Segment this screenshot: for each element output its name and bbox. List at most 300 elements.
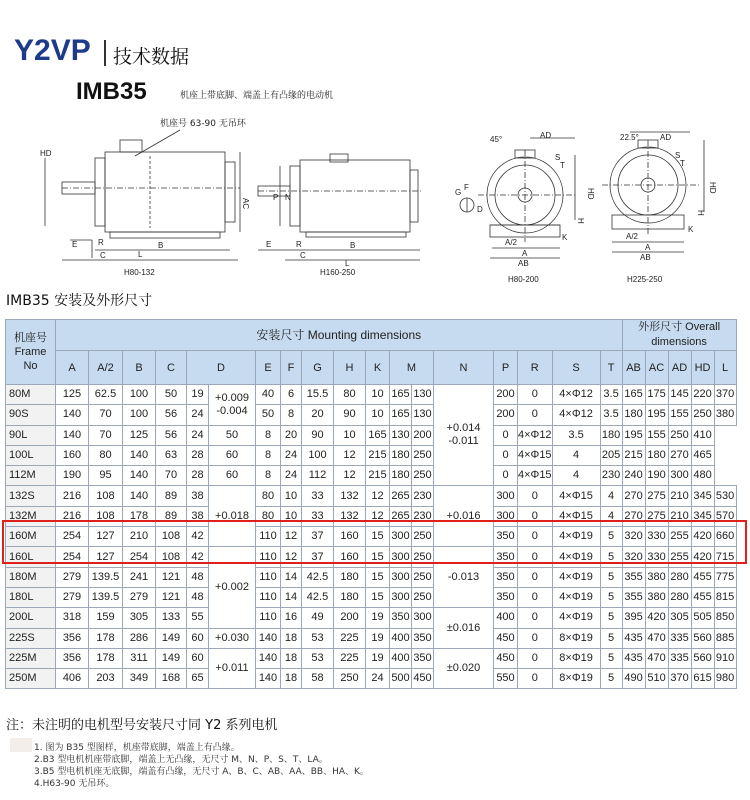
- cell-k: 19: [366, 608, 390, 628]
- cell-e: 40: [256, 385, 281, 405]
- cell-l: 980: [714, 669, 736, 689]
- caption-h225-250: H225-250: [627, 275, 663, 284]
- cell-p: 250: [412, 445, 434, 465]
- cell-ab: 230: [600, 466, 622, 486]
- page-header: [0, 0, 750, 80]
- cell-g: 20: [302, 405, 334, 425]
- cell-l: 775: [714, 567, 736, 587]
- cell-e: 140: [256, 628, 281, 648]
- cell-ab: 270: [622, 506, 645, 526]
- cell-a: 140: [56, 425, 89, 445]
- cell-d: 55: [187, 608, 209, 628]
- cell-p: 350: [494, 527, 518, 547]
- table-row: [6, 669, 737, 689]
- cell-m: 400: [390, 648, 412, 668]
- cell-a2: 108: [89, 486, 123, 506]
- col-T: T: [600, 351, 622, 385]
- table-row: [6, 486, 737, 506]
- cell-f: 18: [281, 648, 302, 668]
- frame-cell: 132M: [6, 506, 56, 526]
- cell-a2: 139.5: [89, 587, 123, 607]
- label-F-3: F: [464, 183, 469, 192]
- col-AD: AD: [668, 351, 691, 385]
- cell-c: 133: [156, 608, 187, 628]
- cell-f: 8: [256, 445, 281, 465]
- drawing-note: 机座号 63-90 无吊环: [160, 119, 246, 129]
- cell-c: 149: [156, 648, 187, 668]
- col-HD: HD: [691, 351, 714, 385]
- cell-d: 28: [187, 466, 209, 486]
- table-header-row: [6, 320, 737, 351]
- n-tolerance-cell: ±0.016: [434, 608, 494, 649]
- d-tolerance-cell: +0.002: [209, 547, 256, 628]
- cell-m: 165: [390, 385, 412, 405]
- cell-h: 250: [334, 669, 366, 689]
- col-S: S: [552, 351, 600, 385]
- cell-s: 4×Φ15: [552, 486, 600, 506]
- cell-m: 300: [390, 547, 412, 567]
- d-tolerance-cell: +0.030: [209, 628, 256, 648]
- cell-n: 450: [412, 669, 434, 689]
- label-A2-4: A/2: [626, 232, 639, 241]
- cell-c: 121: [156, 587, 187, 607]
- cell-ad: 210: [668, 506, 691, 526]
- cell-ad: 210: [668, 486, 691, 506]
- cell-h: 160: [334, 547, 366, 567]
- section-title: [6, 290, 152, 310]
- label-E-1: E: [72, 240, 78, 249]
- cell-g: 53: [302, 628, 334, 648]
- cell-r: 0: [494, 445, 518, 465]
- cell-p: 450: [494, 628, 518, 648]
- frame-cell: 180L: [6, 587, 56, 607]
- cell-hd: 345: [691, 506, 714, 526]
- cell-a2: 203: [89, 669, 123, 689]
- col-H: H: [334, 351, 366, 385]
- cell-k: 15: [366, 547, 390, 567]
- cell-a2: 95: [89, 466, 123, 486]
- cell-e: 110: [256, 547, 281, 567]
- cell-ad: 145: [668, 385, 691, 405]
- label-N-2: N: [285, 193, 291, 202]
- cell-m: 350: [390, 608, 412, 628]
- cell-p: 200: [494, 385, 518, 405]
- cell-n: 250: [412, 587, 434, 607]
- cell-n: 300: [412, 608, 434, 628]
- cell-n: 350: [412, 648, 434, 668]
- cell-hd: 250: [668, 425, 691, 445]
- cell-ac: 470: [645, 648, 668, 668]
- col-P: P: [494, 351, 518, 385]
- cell-a2: 80: [89, 445, 123, 465]
- cell-a2: 127: [89, 527, 123, 547]
- cell-s: 4×Φ19: [552, 527, 600, 547]
- cell-c: 63: [156, 445, 187, 465]
- footnote-marker: [10, 738, 32, 752]
- frame-header-en: Frame: [14, 346, 47, 358]
- cell-n: 230: [412, 486, 434, 506]
- cell-g: 49: [302, 608, 334, 628]
- label-D-3: D: [477, 205, 483, 214]
- cell-a2: 139.5: [89, 567, 123, 587]
- frame-header-cell: [6, 320, 56, 385]
- cell-h: 90: [302, 425, 334, 445]
- cell-ac: 195: [622, 425, 645, 445]
- cell-b: 349: [123, 669, 156, 689]
- footnote-item: 1. 图为 B35 型图样，机座带底脚，端盖上有凸缘。: [34, 743, 240, 753]
- cell-b: 100: [123, 405, 156, 425]
- label-AD-4: AD: [660, 133, 672, 142]
- cell-g: 24: [281, 466, 302, 486]
- cell-s: 4×Φ15: [518, 445, 553, 465]
- cell-r: 0: [518, 405, 553, 425]
- cell-e: 110: [256, 587, 281, 607]
- cell-c: 168: [156, 669, 187, 689]
- cell-ad: 255: [668, 547, 691, 567]
- table-row: [6, 445, 737, 465]
- cell-h: 225: [334, 628, 366, 648]
- label-P-2: P: [273, 193, 279, 202]
- n-tolerance-cell: -0.013: [434, 547, 494, 608]
- cell-e: 50: [209, 425, 256, 445]
- cell-ac: 240: [622, 466, 645, 486]
- cell-ad: 335: [668, 648, 691, 668]
- cell-l: 370: [714, 385, 736, 405]
- label-C-2: C: [300, 251, 306, 260]
- cell-b: 279: [123, 587, 156, 607]
- cell-k: 10: [366, 405, 390, 425]
- label-S-3: S: [555, 153, 561, 162]
- cell-l: 815: [714, 587, 736, 607]
- col-A: A: [56, 351, 89, 385]
- label-S-4: S: [675, 151, 681, 160]
- label-B-1: B: [158, 241, 164, 250]
- cell-ab: 320: [622, 547, 645, 567]
- cell-ac: 175: [645, 385, 668, 405]
- cell-m: 215: [366, 445, 390, 465]
- cell-r: 0: [518, 587, 553, 607]
- cell-h: 90: [334, 405, 366, 425]
- label-H-3: H: [576, 218, 585, 224]
- cell-r: 0: [518, 385, 553, 405]
- frame-cell: 200L: [6, 608, 56, 628]
- cell-a: 160: [56, 445, 89, 465]
- cell-f: 12: [281, 527, 302, 547]
- col-M: M: [390, 351, 434, 385]
- cell-a: 254: [56, 527, 89, 547]
- cell-g: 42.5: [302, 587, 334, 607]
- cell-a: 279: [56, 567, 89, 587]
- cell-p: 300: [494, 486, 518, 506]
- cell-b: 254: [123, 547, 156, 567]
- cell-ab: 270: [622, 486, 645, 506]
- cell-t: 5: [600, 567, 622, 587]
- frame-cell: 160M: [6, 527, 56, 547]
- frame-cell: 132S: [6, 486, 56, 506]
- cell-e: 80: [256, 486, 281, 506]
- cell-a: 125: [56, 385, 89, 405]
- cell-r: 0: [518, 547, 553, 567]
- table-row: [6, 466, 737, 486]
- cell-a: 216: [56, 486, 89, 506]
- label-L-2: L: [345, 259, 350, 268]
- cell-ac: 380: [645, 567, 668, 587]
- col-C: C: [156, 351, 187, 385]
- frame-cell: 225M: [6, 648, 56, 668]
- cell-ab: 395: [622, 608, 645, 628]
- caption-h160-250: H160-250: [320, 268, 356, 277]
- cell-ad: 255: [668, 527, 691, 547]
- label-AB-4: AB: [640, 253, 651, 262]
- label-AB-3: AB: [518, 259, 529, 268]
- cell-ac: 215: [622, 445, 645, 465]
- cell-p: 200: [494, 405, 518, 425]
- label-T-3: T: [560, 161, 565, 170]
- table-row: [6, 506, 737, 526]
- col-F: F: [281, 351, 302, 385]
- cell-l: 465: [691, 445, 714, 465]
- cell-d: 48: [187, 587, 209, 607]
- cell-n: 130: [390, 425, 412, 445]
- cell-n: 350: [412, 628, 434, 648]
- cell-a2: 62.5: [89, 385, 123, 405]
- frame-cell: 250M: [6, 669, 56, 689]
- cell-t: 5: [600, 608, 622, 628]
- cell-d: 48: [187, 567, 209, 587]
- cell-e: 110: [256, 527, 281, 547]
- col-K: K: [366, 351, 390, 385]
- cell-h: 132: [334, 486, 366, 506]
- cell-t: 5: [600, 648, 622, 668]
- cell-r: 0: [494, 466, 518, 486]
- cell-k: 19: [366, 648, 390, 668]
- cell-f: 10: [281, 486, 302, 506]
- cell-n: 180: [390, 466, 412, 486]
- cell-t: 5: [600, 527, 622, 547]
- n-tolerance-cell: ±0.020: [434, 648, 494, 689]
- cell-n: 230: [412, 506, 434, 526]
- footnote-item: 4.H63-90 无吊环。: [34, 779, 115, 789]
- cell-g: 37: [302, 527, 334, 547]
- label-H-4: H: [696, 210, 705, 216]
- table-column-row: [6, 351, 737, 385]
- cell-p: 450: [494, 648, 518, 668]
- cell-c: 89: [156, 506, 187, 526]
- cell-t: 4: [600, 506, 622, 526]
- label-R-1: R: [98, 238, 104, 247]
- table-row: [6, 385, 737, 405]
- cell-ac: 330: [645, 547, 668, 567]
- cell-l: 530: [714, 486, 736, 506]
- cell-m: 165: [390, 405, 412, 425]
- cell-n: 250: [412, 547, 434, 567]
- cell-ac: 510: [645, 669, 668, 689]
- cell-r: 0: [518, 648, 553, 668]
- cell-b: 210: [123, 527, 156, 547]
- cell-a: 190: [56, 466, 89, 486]
- cell-n: 250: [412, 527, 434, 547]
- cell-d: 42: [187, 527, 209, 547]
- n-tolerance-cell: +0.014 -0.011: [434, 385, 494, 486]
- cell-f: 18: [281, 628, 302, 648]
- cell-hd: 560: [691, 628, 714, 648]
- cell-g: 33: [302, 506, 334, 526]
- cell-hd: 505: [691, 608, 714, 628]
- col-N: N: [434, 351, 494, 385]
- logo-divider: [104, 40, 106, 66]
- cell-a2: 178: [89, 648, 123, 668]
- cell-s: 4×Φ19: [552, 547, 600, 567]
- cell-c: 108: [156, 527, 187, 547]
- cell-hd: 615: [691, 669, 714, 689]
- col-AC: AC: [645, 351, 668, 385]
- cell-s: 4×Φ15: [552, 506, 600, 526]
- cell-t: 4: [552, 466, 600, 486]
- mounting-dimensions-header: 安装尺寸 Mounting dimensions: [56, 320, 623, 351]
- cell-g: 53: [302, 648, 334, 668]
- cell-hd: 560: [691, 648, 714, 668]
- cell-ab: 180: [600, 425, 622, 445]
- col-B: B: [123, 351, 156, 385]
- label-HD-4: HD: [708, 182, 717, 194]
- cell-f: 14: [281, 587, 302, 607]
- cell-k: 15: [366, 527, 390, 547]
- cell-h: 200: [334, 608, 366, 628]
- cell-f: 10: [281, 506, 302, 526]
- cell-r: 0: [518, 506, 553, 526]
- cell-h: 160: [334, 527, 366, 547]
- label-G-3: G: [455, 188, 462, 197]
- technical-drawings: [0, 100, 750, 290]
- cell-f: 8: [256, 425, 281, 445]
- label-HD-3: HD: [586, 188, 595, 200]
- cell-m: 165: [366, 425, 390, 445]
- cell-a2: 127: [89, 547, 123, 567]
- d-tolerance-cell: +0.009 -0.004: [209, 385, 256, 426]
- cell-d: 60: [187, 648, 209, 668]
- cell-t: 5: [600, 628, 622, 648]
- cell-e: 140: [256, 648, 281, 668]
- cell-g: 20: [281, 425, 302, 445]
- cell-m: 300: [390, 567, 412, 587]
- cell-g: 24: [281, 445, 302, 465]
- cell-b: 311: [123, 648, 156, 668]
- cell-f: 8: [256, 466, 281, 486]
- label-22-5deg: 22.5°: [620, 133, 639, 142]
- cell-p: 550: [494, 669, 518, 689]
- cell-a: 356: [56, 628, 89, 648]
- cell-l: 380: [714, 405, 736, 425]
- cell-k: 12: [366, 486, 390, 506]
- brand-logo: Y2VP: [14, 34, 91, 67]
- cell-f: 14: [281, 567, 302, 587]
- label-AC-1: AC: [241, 198, 250, 210]
- cell-g: 15.5: [302, 385, 334, 405]
- footnote-item: 3.B5 型电机机座无底脚，端盖有凸缘，无尺寸 A、B、C、AB、AA、BB、HA、K。: [34, 767, 369, 777]
- caption-h80-200: H80-200: [508, 275, 539, 284]
- cell-e: 110: [256, 608, 281, 628]
- caption-h80-132: H80-132: [124, 268, 155, 277]
- cell-r: 0: [518, 486, 553, 506]
- cell-s: 8×Φ19: [552, 669, 600, 689]
- cell-t: 5: [600, 547, 622, 567]
- cell-s: 4×Φ19: [552, 608, 600, 628]
- cell-ad: 155: [668, 405, 691, 425]
- cell-ac: 195: [645, 405, 668, 425]
- cell-a: 356: [56, 648, 89, 668]
- table-row: [6, 425, 737, 445]
- cell-g: 37: [302, 547, 334, 567]
- label-A2-3: A/2: [505, 238, 518, 247]
- cell-c: 56: [156, 405, 187, 425]
- label-K-3: K: [562, 233, 568, 242]
- footnote-item: 2.B3 型电机机座带底脚，端盖上无凸缘，无尺寸 M、N、P、S、T、LA。: [34, 755, 328, 765]
- cell-a: 254: [56, 547, 89, 567]
- cell-a2: 159: [89, 608, 123, 628]
- cell-h: 112: [302, 466, 334, 486]
- cell-ab: 165: [622, 385, 645, 405]
- front-view-large: [602, 132, 704, 252]
- cell-r: 0: [518, 608, 553, 628]
- cell-s: 8×Φ19: [552, 648, 600, 668]
- cell-ad: 180: [645, 445, 668, 465]
- cell-ab: 435: [622, 648, 645, 668]
- frame-cell: 80M: [6, 385, 56, 405]
- cell-k: 10: [366, 385, 390, 405]
- cell-l: 410: [691, 425, 714, 445]
- table-row: [6, 648, 737, 668]
- cell-ad: 280: [668, 587, 691, 607]
- label-R-2: R: [296, 240, 302, 249]
- cell-l: 660: [714, 527, 736, 547]
- cell-a2: 70: [89, 425, 123, 445]
- cell-ab: 320: [622, 527, 645, 547]
- cell-ac: 420: [645, 608, 668, 628]
- cell-d: 38: [187, 486, 209, 506]
- cell-ab: 205: [600, 445, 622, 465]
- frame-cell: 160L: [6, 547, 56, 567]
- cell-p: 350: [494, 547, 518, 567]
- cell-p: 350: [494, 587, 518, 607]
- cell-r: 0: [494, 425, 518, 445]
- cell-f: 16: [281, 608, 302, 628]
- col-D: D: [187, 351, 256, 385]
- cell-hd: 220: [691, 385, 714, 405]
- label-A-4: A: [645, 243, 651, 252]
- frame-header-cn: 机座号: [14, 332, 47, 344]
- side-view-large: [258, 154, 422, 260]
- cell-b: 305: [123, 608, 156, 628]
- cell-l: 910: [714, 648, 736, 668]
- cell-s: 4×Φ19: [552, 567, 600, 587]
- cell-r: 0: [518, 527, 553, 547]
- cell-h: 132: [334, 506, 366, 526]
- label-A-3: A: [522, 249, 528, 258]
- cell-hd: 420: [691, 547, 714, 567]
- table-row: [6, 405, 737, 425]
- cell-ad: 370: [668, 669, 691, 689]
- cell-c: 121: [156, 567, 187, 587]
- section-code: IMB35: [6, 293, 50, 309]
- cell-m: 400: [390, 628, 412, 648]
- label-B-2: B: [350, 241, 356, 250]
- cell-r: 0: [518, 567, 553, 587]
- cell-c: 108: [156, 547, 187, 567]
- cell-b: 140: [123, 466, 156, 486]
- cell-m: 215: [366, 466, 390, 486]
- cell-t: 4: [600, 486, 622, 506]
- cell-hd: 300: [668, 466, 691, 486]
